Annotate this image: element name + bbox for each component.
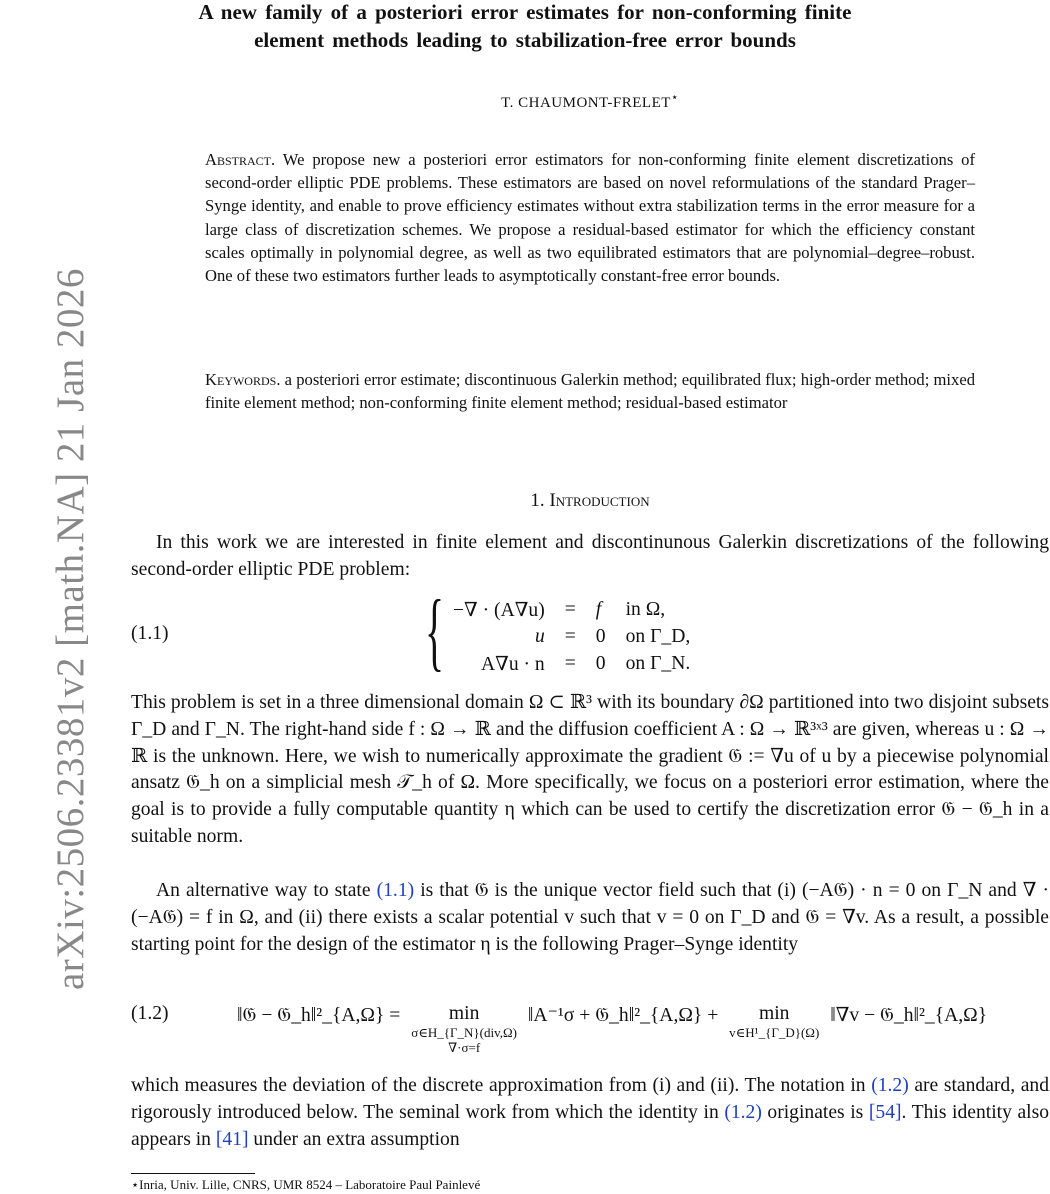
- eq-rel: =: [564, 598, 576, 620]
- min-label: min: [758, 1003, 790, 1024]
- author: [0, 90, 1050, 112]
- paragraph-prager-synge: [131, 878, 1049, 958]
- eq-cond: on Γ_D,: [625, 625, 691, 647]
- equation-number-1-2: (1.2): [131, 1003, 169, 1024]
- eq-rel: =: [564, 625, 576, 647]
- left-brace: {: [425, 583, 445, 680]
- keywords: [205, 368, 975, 414]
- min-operator-1: [411, 1003, 517, 1055]
- min-label: min: [448, 1003, 480, 1024]
- eq-rhs: 0: [595, 652, 606, 674]
- equation-row: [453, 623, 700, 650]
- paragraph-notation: [131, 1073, 1049, 1153]
- paragraph-intro: In this work we are interested in finite element and discontinunous Galerkin discretizations of the following second-order elliptic PDE problem:: [131, 532, 1049, 580]
- section-heading: 1. Introduction: [530, 490, 650, 511]
- eq-term: ‖A⁻¹σ + 𝔊_h‖²_{A,Ω} +: [527, 1005, 719, 1026]
- paper-title: [0, 0, 1050, 54]
- text: are standard, and rigorously introduced below. The seminal work from which the identity in: [131, 1075, 1050, 1123]
- author-footnote-mark: ⋆: [670, 90, 679, 104]
- equation-1-2: [237, 1003, 987, 1055]
- citation-link[interactable]: [41]: [215, 1128, 249, 1150]
- footnote: ⋆Inria, Univ. Lille, CNRS, UMR 8524 – Laboratoire Paul Painlevé: [131, 1177, 481, 1192]
- eq-lhs: ‖𝔊 − 𝔊_h‖²_{A,Ω} =: [237, 1005, 401, 1026]
- text: . This identity also appears in: [131, 1101, 1050, 1150]
- equation-number-1-1: (1.1): [131, 623, 169, 644]
- footnote-rule: [131, 1173, 255, 1174]
- title-line-2: element methods leading to stabilization-free error bounds: [254, 28, 796, 52]
- abstract-label: Abstract.: [205, 150, 276, 169]
- eq-lhs: u: [534, 625, 545, 647]
- text: under an extra assumption: [248, 1128, 460, 1150]
- min-constraint: v∈H¹_{Γ_D}(Ω): [729, 1025, 820, 1040]
- eq-lhs: A∇u · n: [480, 653, 545, 675]
- min-constraint: σ∈H_{Γ_N}(div,Ω): [411, 1025, 518, 1040]
- min-constraint: ∇·σ=f: [448, 1040, 481, 1055]
- eq-cond: on Γ_N.: [625, 652, 691, 674]
- author-name: T. CHAUMONT-FRELET: [501, 95, 671, 111]
- keywords-label: Keywords.: [205, 370, 281, 389]
- eq-rhs: 0: [595, 625, 606, 647]
- keywords-text: a posteriori error estimate; discontinuous Galerkin method; equilibrated flux; high-order method; mixed finite element method; non-conforming finite element method; residual-based estimator: [205, 370, 975, 413]
- text: originates is: [761, 1101, 869, 1123]
- eq-lhs: −∇ · (A∇u): [453, 599, 545, 621]
- equation-ref-link[interactable]: (1.2): [724, 1101, 762, 1123]
- text: which measures the deviation of the discrete approximation from (i) and (ii). The notation in: [131, 1075, 872, 1096]
- equation-row: [453, 650, 700, 677]
- eq-rhs: f: [595, 598, 602, 620]
- eq-cond: in Ω,: [625, 598, 666, 620]
- equation-row: [453, 596, 700, 623]
- equation-ref-link[interactable]: (1.2): [871, 1075, 909, 1096]
- citation-link[interactable]: [54]: [868, 1101, 902, 1123]
- arxiv-stamp: arXiv:2506.23381v2 [math.NA] 21 Jan 2026: [49, 268, 92, 990]
- eq-term: ‖∇v − 𝔊_h‖²_{A,Ω}: [830, 1005, 988, 1026]
- min-operator-2: [729, 1003, 819, 1040]
- eq-rel: =: [564, 652, 576, 674]
- abstract-text: We propose new a posteriori error estimators for non-conforming finite element discretizations of second-order elliptic PDE problems. These estimators are based on novel reformulations of the standard Prager–Synge identity, and enable to prove efficiency estimates without extra stabilization terms in the error measure for a large class of discretization schemes. We propose a residual-based estimator for which the efficiency constant scales optimally in polynomial degree, as well as two equilibrated estimators that are polynomial–degree–robust. One of these two estimators further leads to asymptotically constant-free error bounds.: [205, 150, 975, 286]
- paragraph-problem: This problem is set in a three dimensional domain Ω ⊂ ℝ³ with its boundary ∂Ω partitioned into two disjoint subsets Γ_D and Γ_N. The right-hand side f : Ω → ℝ and the diffusion coefficient A : Ω → ℝ³ˣ³ are given, whereas u : Ω → ℝ is the unknown. Here, we wish to numerically approximate the gradient 𝔊 := ∇u of u by a piecewise polynomial ansatz 𝔊_h on a simplicial mesh 𝒯_h of Ω. More specifically, we focus on a posteriori error estimation, where the goal is to provide a fully computable quantity η which can be used to certify the discretization error 𝔊 − 𝔊_h in a suitable norm.: [131, 692, 1049, 847]
- text: An alternative way to state: [156, 880, 377, 901]
- equation-ref-link[interactable]: (1.1): [376, 880, 415, 901]
- abstract: [205, 148, 975, 287]
- title-line-1: A new family of a posteriori error estimates for non-conforming finite: [198, 0, 852, 24]
- text: is that 𝔊 is the unique vector field such that (i) (−A𝔊) · n = 0 on Γ_N and ∇ · (−A𝔊) = f in Ω, and (ii) there exists a scalar potential v such that v = 0 on Γ_D and 𝔊 = ∇v. As a result, a possible starting point for the design of the estimator η is the following Prager–Synge identity: [131, 880, 1049, 955]
